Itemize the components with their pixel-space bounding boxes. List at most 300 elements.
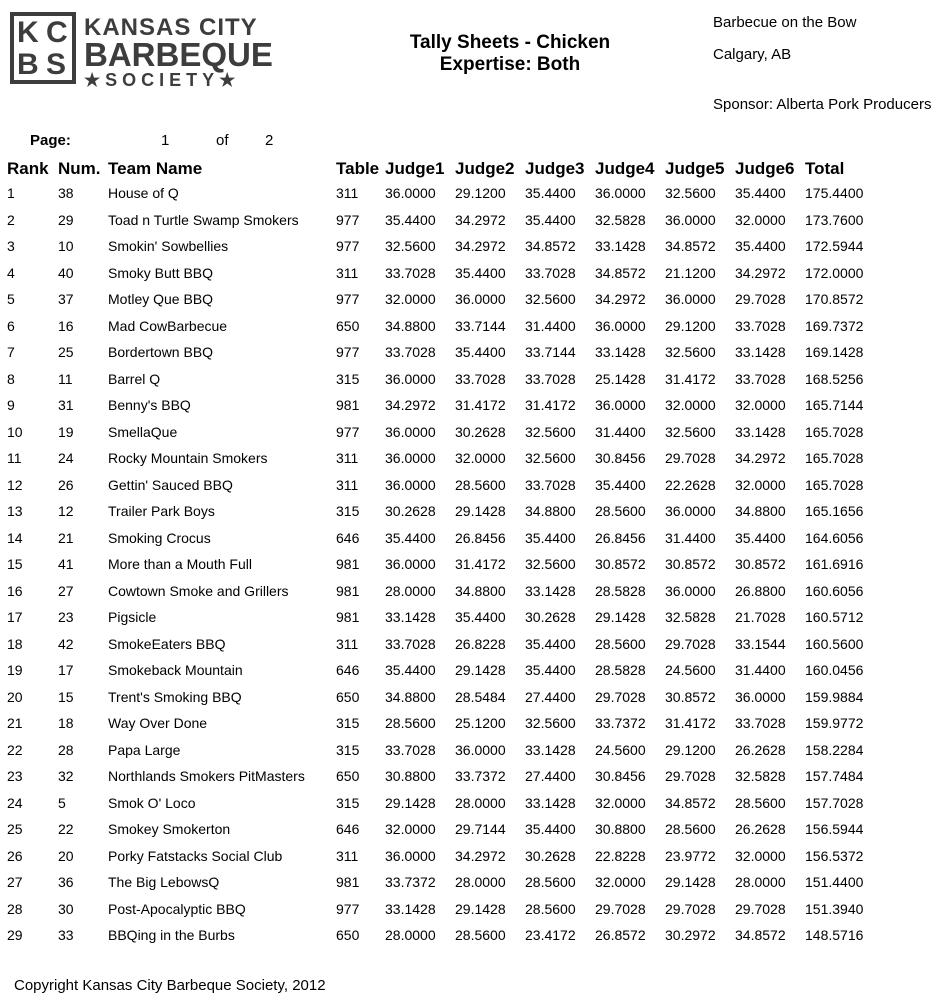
table-cell: 151.4400: [805, 874, 864, 891]
table-row: [4, 313, 944, 340]
table-cell: 4: [7, 264, 15, 281]
table-cell: 34.8800: [525, 503, 576, 520]
table-cell: 2: [7, 211, 15, 228]
table-cell: 35.4400: [385, 662, 436, 679]
table-row: [4, 286, 944, 313]
table-cell: 29.1428: [455, 503, 506, 520]
table-cell: 311: [336, 185, 359, 202]
table-cell: 21: [58, 529, 74, 546]
table-cell: 172.5944: [805, 238, 864, 255]
table-cell: 159.9884: [805, 688, 864, 705]
table-cell: 17: [7, 609, 23, 626]
table-cell: 26: [58, 476, 74, 493]
table-body: [4, 180, 944, 949]
table-cell: 26.2628: [735, 741, 786, 758]
table-cell: 28.5600: [455, 476, 506, 493]
table-cell: 23.9772: [665, 847, 716, 864]
table-cell: 157.7028: [805, 794, 864, 811]
table-cell: 16: [58, 317, 74, 334]
table-cell: 28.5600: [665, 821, 716, 838]
table-cell: 35.4400: [385, 529, 436, 546]
tally-table: [4, 158, 944, 949]
table-cell: 158.2284: [805, 741, 864, 758]
table-cell: 30.8572: [595, 556, 646, 573]
table-cell: Way Over Done: [108, 715, 208, 732]
table-cell: 34.8800: [385, 317, 436, 334]
table-cell: 33: [58, 927, 74, 944]
table-cell: 10: [7, 423, 23, 440]
table-cell: 977: [336, 900, 360, 917]
table-cell: 160.6056: [805, 582, 864, 599]
table-cell: 35.4400: [735, 529, 786, 546]
table-cell: 315: [336, 370, 360, 387]
sponsor-text: Sponsor: Alberta Pork Producers: [713, 96, 932, 113]
table-cell: 11: [7, 450, 22, 467]
table-cell: 26.8800: [735, 582, 786, 599]
table-cell: 28.5600: [595, 503, 646, 520]
table-cell: 28.5828: [595, 662, 646, 679]
table-cell: 12: [58, 503, 74, 520]
table-cell: 27: [7, 874, 23, 891]
table-cell: 977: [336, 238, 360, 255]
table-cell: 32.0000: [735, 397, 786, 414]
table-cell: Smokey Smokerton: [108, 821, 231, 838]
table-cell: 32: [58, 768, 74, 785]
column-header: Rank: [7, 159, 49, 178]
table-cell: 32.5600: [525, 715, 576, 732]
table-row: [4, 816, 944, 843]
table-cell: 31.4172: [455, 556, 506, 573]
table-cell: 156.5372: [805, 847, 864, 864]
table-cell: 30: [58, 900, 74, 917]
table-cell: 23.4172: [525, 927, 576, 944]
table-cell: 20: [58, 847, 74, 864]
table-row: [4, 366, 944, 393]
page-total: 2: [265, 132, 274, 149]
table-cell: 29.7028: [735, 900, 786, 917]
table-cell: Post-Apocalyptic BBQ: [108, 900, 246, 917]
table-row: [4, 472, 944, 499]
table-cell: 32.0000: [385, 291, 436, 308]
table-cell: 165.7028: [805, 423, 864, 440]
table-cell: 25.1200: [455, 715, 506, 732]
table-cell: 31.4172: [665, 370, 716, 387]
table-cell: 30.8800: [595, 821, 646, 838]
table-cell: 28.5600: [525, 900, 576, 917]
table-cell: 32.5600: [665, 185, 716, 202]
table-cell: 28.0000: [385, 582, 436, 599]
table-cell: 5: [7, 291, 15, 308]
logo-text-kansas-city: KANSAS CITY: [84, 14, 258, 41]
table-cell: 33.7372: [595, 715, 646, 732]
table-cell: 36.0000: [735, 688, 786, 705]
table-cell: 21.7028: [735, 609, 786, 626]
table-cell: 650: [336, 688, 360, 705]
table-header-row: [4, 158, 944, 180]
table-cell: 159.9772: [805, 715, 864, 732]
table-cell: 26: [7, 847, 23, 864]
table-cell: 34.2972: [385, 397, 436, 414]
table-cell: 32.0000: [735, 847, 786, 864]
event-location: Calgary, AB: [713, 46, 792, 63]
table-cell: 34.8800: [735, 503, 786, 520]
table-cell: Smok O' Loco: [108, 794, 196, 811]
table-cell: 33.7372: [385, 874, 436, 891]
table-cell: 35.4400: [455, 609, 506, 626]
table-row: [4, 604, 944, 631]
table-cell: 28.5600: [735, 794, 786, 811]
table-row: [4, 843, 944, 870]
table-cell: Smokin' Sowbellies: [108, 238, 229, 255]
table-cell: 29.7028: [665, 635, 716, 652]
column-header: Num.: [58, 159, 101, 178]
table-cell: 28.5828: [595, 582, 646, 599]
table-cell: Pigsicle: [108, 609, 157, 626]
table-cell: Gettin' Sauced BBQ: [108, 476, 233, 493]
table-cell: 29.7028: [735, 291, 786, 308]
table-cell: 35.4400: [525, 635, 576, 652]
table-cell: 35.4400: [455, 264, 506, 281]
table-row: [4, 445, 944, 472]
table-row: [4, 710, 944, 737]
table-cell: 35.4400: [735, 238, 786, 255]
table-cell: 36.0000: [455, 291, 506, 308]
table-cell: 27: [58, 582, 74, 599]
table-cell: 29.7028: [665, 900, 716, 917]
table-cell: 32.0000: [735, 476, 786, 493]
table-cell: 34.8572: [525, 238, 576, 255]
table-row: [4, 684, 944, 711]
table-cell: 36.0000: [665, 211, 716, 228]
table-cell: 33.1428: [525, 794, 576, 811]
table-cell: 36.0000: [595, 317, 646, 334]
table-cell: 35.4400: [385, 211, 436, 228]
table-cell: 31.4172: [525, 397, 576, 414]
table-row: [4, 233, 944, 260]
table-cell: 19: [7, 662, 23, 679]
table-cell: 148.5716: [805, 927, 864, 944]
table-cell: 28: [58, 741, 74, 758]
event-name: Barbecue on the Bow: [713, 14, 857, 31]
table-cell: 35.4400: [525, 821, 576, 838]
table-cell: 34.2972: [455, 238, 506, 255]
table-cell: 169.7372: [805, 317, 864, 334]
table-cell: 650: [336, 317, 360, 334]
table-cell: 981: [336, 582, 360, 599]
table-cell: 35.4400: [595, 476, 646, 493]
table-cell: 34.2972: [735, 450, 786, 467]
table-cell: Bordertown BBQ: [108, 344, 214, 361]
table-cell: House of Q: [108, 185, 179, 202]
table-cell: 34.8800: [455, 582, 506, 599]
table-cell: 33.1428: [385, 609, 436, 626]
table-cell: 17: [58, 662, 74, 679]
table-cell: 29.1200: [665, 741, 716, 758]
table-cell: 34.2972: [455, 847, 506, 864]
table-cell: 36.0000: [665, 582, 716, 599]
column-header: Team Name: [108, 159, 203, 178]
table-cell: 38: [58, 185, 74, 202]
table-cell: 27.4400: [525, 768, 576, 785]
column-header: Table: [336, 159, 380, 178]
table-cell: 36.0000: [385, 423, 436, 440]
table-cell: 28.0000: [455, 874, 506, 891]
column-header: Judge1: [385, 159, 445, 178]
table-cell: 35.4400: [735, 185, 786, 202]
table-cell: Smoky Butt BBQ: [108, 264, 214, 281]
table-cell: More than a Mouth Full: [108, 556, 252, 573]
table-cell: 33.7372: [455, 768, 506, 785]
table-cell: 35.4400: [525, 662, 576, 679]
table-cell: 28: [7, 900, 23, 917]
table-cell: 32.0000: [595, 874, 646, 891]
table-cell: 26.8572: [595, 927, 646, 944]
table-cell: 172.0000: [805, 264, 864, 281]
table-row: [4, 207, 944, 234]
table-cell: 311: [336, 476, 359, 493]
table-cell: 156.5944: [805, 821, 864, 838]
table-cell: 22: [58, 821, 74, 838]
table-cell: 30.8456: [595, 768, 646, 785]
table-cell: 30.2628: [525, 609, 576, 626]
table-cell: 36.0000: [385, 556, 436, 573]
table-cell: 33.7028: [385, 264, 436, 281]
table-row: [4, 180, 944, 207]
table-cell: 8: [7, 370, 15, 387]
table-cell: Rocky Mountain Smokers: [108, 450, 268, 467]
table-cell: 33.7028: [385, 635, 436, 652]
table-cell: 32.0000: [735, 211, 786, 228]
table-cell: 29.1428: [455, 662, 506, 679]
table-cell: 34.8572: [665, 238, 716, 255]
table-cell: 981: [336, 556, 360, 573]
table-cell: 33.7028: [385, 741, 436, 758]
table-cell: 33.7028: [525, 264, 576, 281]
table-cell: 650: [336, 768, 360, 785]
table-row: [4, 790, 944, 817]
table-row: [4, 551, 944, 578]
table-cell: Porky Fatstacks Social Club: [108, 847, 283, 864]
column-header: Total: [805, 159, 845, 178]
table-cell: 36.0000: [455, 741, 506, 758]
table-cell: 30.8456: [595, 450, 646, 467]
table-cell: 981: [336, 609, 360, 626]
table-cell: 30.8572: [665, 556, 716, 573]
table-cell: 29.1200: [665, 317, 716, 334]
table-cell: 164.6056: [805, 529, 864, 546]
table-cell: 34.8572: [595, 264, 646, 281]
table-cell: 5: [58, 794, 66, 811]
report-title-line2: Expertise: Both: [439, 54, 581, 75]
table-cell: 165.7144: [805, 397, 864, 414]
table-cell: 33.7028: [735, 715, 786, 732]
table-cell: 28.5484: [455, 688, 506, 705]
table-cell: 33.1544: [735, 635, 786, 652]
table-cell: Papa Large: [108, 741, 181, 758]
table-cell: 32.5600: [525, 423, 576, 440]
logo-letter-k: K: [17, 16, 39, 49]
table-cell: 30.8800: [385, 768, 436, 785]
table-cell: 30.2972: [665, 927, 716, 944]
table-cell: 33.1428: [595, 238, 646, 255]
table-cell: 29.7028: [595, 688, 646, 705]
logo-letter-b: B: [17, 48, 39, 81]
table-cell: 36.0000: [665, 503, 716, 520]
table-cell: 7: [7, 344, 15, 361]
table-cell: 29.1200: [455, 185, 506, 202]
table-cell: Toad n Turtle Swamp Smokers: [108, 211, 299, 228]
table-cell: 24: [58, 450, 74, 467]
logo-text-barbeque: BARBEQUE: [84, 36, 273, 73]
page-current: 1: [161, 132, 170, 149]
table-row: [4, 260, 944, 287]
table-cell: 29.1428: [665, 874, 716, 891]
table-cell: 977: [336, 291, 360, 308]
table-cell: 26.2628: [735, 821, 786, 838]
table-cell: Northlands Smokers PitMasters: [108, 768, 305, 785]
table-cell: BBQing in the Burbs: [108, 927, 235, 944]
table-cell: 27.4400: [525, 688, 576, 705]
table-cell: 21.1200: [665, 264, 716, 281]
table-cell: 30.8572: [735, 556, 786, 573]
table-row: [4, 922, 944, 949]
table-cell: 29.1428: [595, 609, 646, 626]
table-cell: 646: [336, 821, 360, 838]
table-cell: 34.8572: [735, 927, 786, 944]
table-cell: 33.7028: [455, 370, 506, 387]
table-cell: 29.7144: [455, 821, 506, 838]
column-header: Judge4: [595, 159, 655, 178]
table-cell: 33.1428: [525, 582, 576, 599]
table-cell: 37: [58, 291, 74, 308]
table-cell: 32.5600: [525, 450, 576, 467]
table-cell: 28.5600: [525, 874, 576, 891]
table-cell: 311: [336, 264, 359, 281]
table-row: [4, 578, 944, 605]
table-cell: 311: [336, 635, 359, 652]
table-cell: 33.7028: [525, 370, 576, 387]
table-cell: 977: [336, 344, 360, 361]
table-cell: 23: [7, 768, 23, 785]
table-cell: 160.0456: [805, 662, 864, 679]
table-cell: 30.2628: [455, 423, 506, 440]
logo-text-society: ★SOCIETY★: [84, 70, 241, 90]
table-row: [4, 498, 944, 525]
copyright-footer: Copyright Kansas City Barbeque Society, 2012: [14, 977, 326, 994]
table-cell: 168.5256: [805, 370, 864, 387]
table-cell: 33.1428: [595, 344, 646, 361]
table-row: [4, 339, 944, 366]
table-cell: 32.5828: [595, 211, 646, 228]
table-cell: 165.7028: [805, 476, 864, 493]
table-cell: 977: [336, 211, 360, 228]
table-cell: 165.1656: [805, 503, 864, 520]
table-cell: 28.0000: [455, 794, 506, 811]
table-row: [4, 657, 944, 684]
table-cell: 650: [336, 927, 360, 944]
table-cell: Benny's BBQ: [108, 397, 191, 414]
table-cell: 169.1428: [805, 344, 864, 361]
table-cell: 36.0000: [385, 450, 436, 467]
table-cell: Trailer Park Boys: [108, 503, 215, 520]
table-cell: 30.2628: [525, 847, 576, 864]
table-cell: 32.0000: [385, 821, 436, 838]
table-cell: 31.4172: [455, 397, 506, 414]
table-row: [4, 896, 944, 923]
logo-letter-c: C: [46, 16, 68, 49]
table-row: [4, 737, 944, 764]
table-cell: 151.3940: [805, 900, 864, 917]
column-header: Judge6: [735, 159, 795, 178]
table-cell: 34.2972: [595, 291, 646, 308]
table-cell: 28.5600: [455, 927, 506, 944]
table-cell: 24: [7, 794, 23, 811]
table-cell: 29.7028: [665, 768, 716, 785]
page-label: Page:: [30, 132, 71, 149]
table-cell: 33.7144: [455, 317, 506, 334]
table-cell: 175.4400: [805, 185, 864, 202]
report-title: [360, 32, 660, 76]
table-cell: 981: [336, 874, 360, 891]
table-cell: 1: [7, 185, 15, 202]
table-row: [4, 869, 944, 896]
table-cell: 33.7144: [525, 344, 576, 361]
table-row: [4, 631, 944, 658]
table-row: [4, 763, 944, 790]
table-cell: 31: [58, 397, 74, 414]
table-cell: 18: [58, 715, 74, 732]
table-cell: 41: [58, 556, 74, 573]
table-cell: 28.5600: [595, 635, 646, 652]
table-cell: 32.5600: [385, 238, 436, 255]
table-cell: 24.5600: [665, 662, 716, 679]
table-cell: 173.7600: [805, 211, 864, 228]
table-cell: 32.5828: [735, 768, 786, 785]
table-cell: 14: [7, 529, 23, 546]
table-cell: 315: [336, 715, 360, 732]
table-cell: Cowtown Smoke and Grillers: [108, 582, 289, 599]
table-cell: 646: [336, 662, 360, 679]
table-cell: 32.0000: [455, 450, 506, 467]
column-header: Judge5: [665, 159, 725, 178]
table-cell: 34.8572: [665, 794, 716, 811]
table-cell: 24.5600: [595, 741, 646, 758]
table-cell: 42: [58, 635, 74, 652]
table-cell: SmellaQue: [108, 423, 178, 440]
table-cell: 18: [7, 635, 23, 652]
table-cell: 32.5828: [665, 609, 716, 626]
table-cell: 31.4400: [735, 662, 786, 679]
table-cell: 35.4400: [455, 344, 506, 361]
table-cell: 33.7028: [385, 344, 436, 361]
table-cell: 29.1428: [455, 900, 506, 917]
table-cell: 28.0000: [385, 927, 436, 944]
kcbs-logo-mark: [10, 12, 76, 84]
table-cell: 36.0000: [595, 185, 646, 202]
table-row: [4, 392, 944, 419]
table-cell: 157.7484: [805, 768, 864, 785]
table-cell: 15: [7, 556, 23, 573]
table-cell: 28.5600: [385, 715, 436, 732]
table-cell: 26.8456: [595, 529, 646, 546]
table-cell: 15: [58, 688, 74, 705]
table-cell: 22.8228: [595, 847, 646, 864]
table-cell: 646: [336, 529, 360, 546]
table-cell: 12: [7, 476, 23, 493]
table-cell: 35.4400: [525, 211, 576, 228]
table-cell: 25: [7, 821, 23, 838]
table-cell: 40: [58, 264, 74, 281]
